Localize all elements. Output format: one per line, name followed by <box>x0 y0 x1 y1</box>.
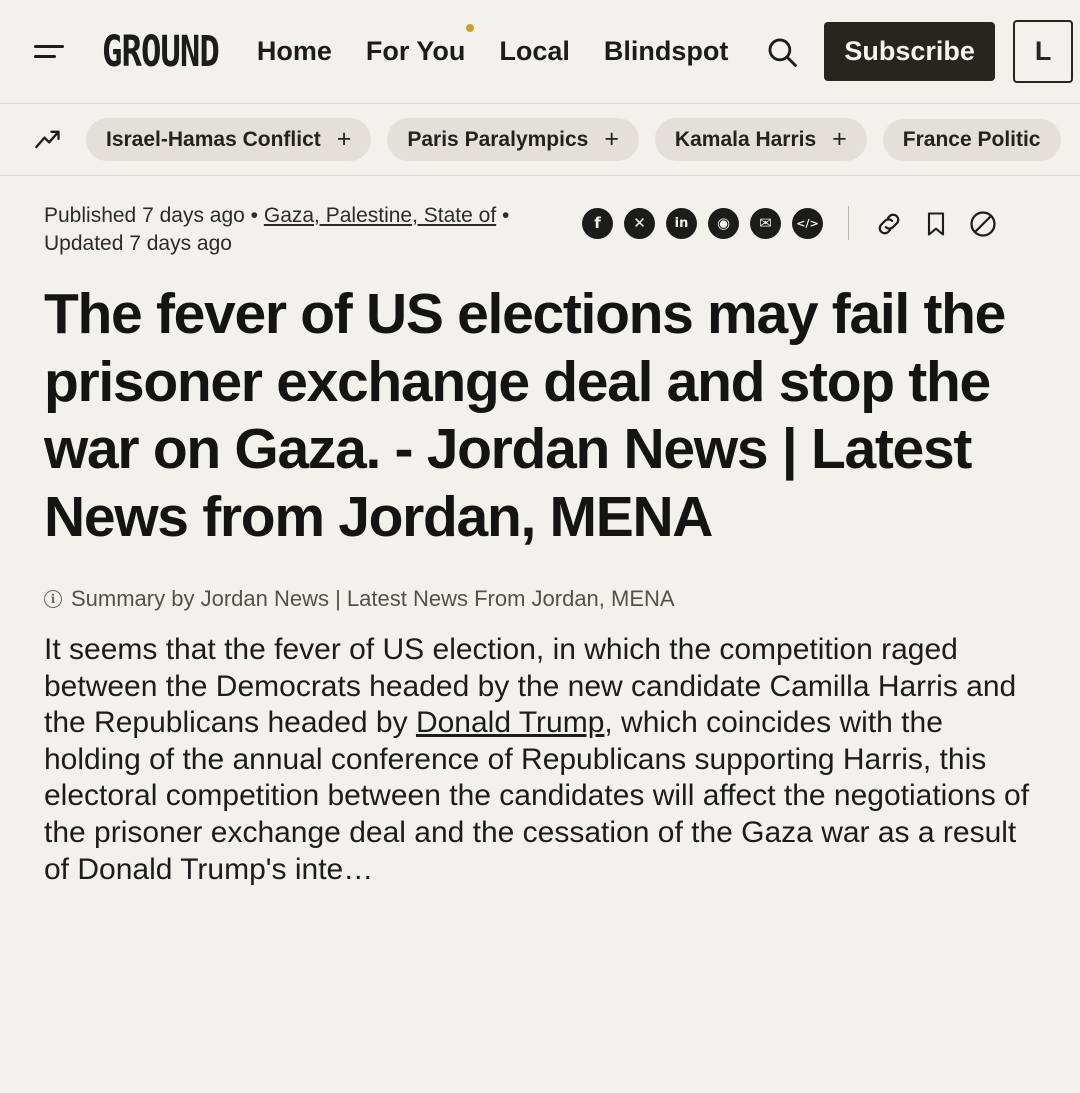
bookmark-icon[interactable] <box>922 209 950 239</box>
nav-label-home: Home <box>256 36 332 66</box>
share-actions-divider <box>848 206 849 240</box>
notification-dot-icon <box>466 24 474 32</box>
hide-block-icon[interactable] <box>968 209 998 239</box>
nav-label-local: Local <box>499 36 570 66</box>
summary-attribution-text: Summary by Jordan News | Latest News From Jordan, MENA <box>71 586 675 611</box>
linkedin-icon[interactable]: in <box>666 208 697 239</box>
embed-code-icon[interactable]: </> <box>792 208 823 239</box>
updated-timestamp: Updated 7 days ago <box>44 232 232 256</box>
add-topic-icon[interactable]: + <box>604 125 619 153</box>
facebook-icon[interactable]: f <box>582 208 613 239</box>
trending-chip-france-politics[interactable] <box>883 119 1061 161</box>
add-topic-icon[interactable]: + <box>832 125 847 153</box>
add-topic-icon[interactable]: + <box>336 125 352 153</box>
trending-topics-bar <box>0 104 1080 176</box>
trending-chip-paris-paralympics[interactable] <box>387 118 639 161</box>
article-actions-group <box>874 207 998 239</box>
article-body <box>44 632 1036 888</box>
main-nav <box>257 36 729 67</box>
nav-item-blindspot[interactable] <box>604 36 728 67</box>
nav-item-local[interactable] <box>499 36 570 67</box>
article-container <box>0 176 1080 888</box>
meta-separator-2: • <box>502 204 510 227</box>
trending-chip-israel-hamas-conflict[interactable] <box>86 118 371 161</box>
email-icon[interactable]: ✉ <box>750 208 781 239</box>
article-body-part-2: , which coincides with the holding of the annual conference of Republicans supporting Harris, this electoral competition between the candidates will affect the negotiations of the prisoner exchange deal and the cessation of the Gaza war as a result of Donald Trump's inte… <box>44 706 1030 886</box>
subscribe-button[interactable]: Subscribe <box>824 22 995 81</box>
published-timestamp: Published 7 days ago <box>44 204 245 227</box>
share-buttons-group <box>582 202 998 240</box>
trending-up-icon <box>34 128 62 152</box>
chip-label: Kamala Harris <box>674 127 817 151</box>
x-twitter-icon[interactable]: ✕ <box>624 208 655 239</box>
top-navigation-bar <box>0 0 1080 104</box>
article-meta-row <box>44 202 1036 259</box>
article-body-part-1: It seems that the fever of US election, in which the competition raged between the Democrats headed by the new candidate Camilla Harris and the Republicans headed by <box>44 633 1017 740</box>
chip-label: Paris Paralympics <box>407 127 589 151</box>
info-icon: i <box>44 590 62 608</box>
summary-attribution <box>44 586 1036 612</box>
article-location-link[interactable]: Gaza, Palestine, State of <box>263 204 497 227</box>
hamburger-menu-icon[interactable] <box>34 39 68 65</box>
chip-label: Israel-Hamas Conflict <box>106 127 321 151</box>
article-headline: The fever of US elections may fail the prisoner exchange deal and stop the war on Gaza. - Jordan News | Latest News from Jordan, MENA <box>44 281 1006 550</box>
site-logo[interactable]: GROUND <box>102 26 219 77</box>
login-button[interactable]: L <box>1013 20 1074 83</box>
reddit-icon[interactable]: ◉ <box>708 208 739 239</box>
trending-chip-kamala-harris[interactable] <box>655 118 867 161</box>
chip-label: France Politic <box>902 127 1041 151</box>
copy-link-icon[interactable] <box>874 209 904 239</box>
nav-item-for-you[interactable] <box>366 36 466 67</box>
article-body-entity-link[interactable]: Donald Trump <box>415 706 605 740</box>
meta-separator-1: • <box>250 204 259 227</box>
nav-label-blindspot: Blindspot <box>603 36 729 66</box>
search-icon[interactable] <box>762 32 802 72</box>
nav-item-home[interactable] <box>257 36 332 67</box>
article-meta-text <box>44 202 574 259</box>
nav-label-for-you: For You <box>365 36 466 66</box>
